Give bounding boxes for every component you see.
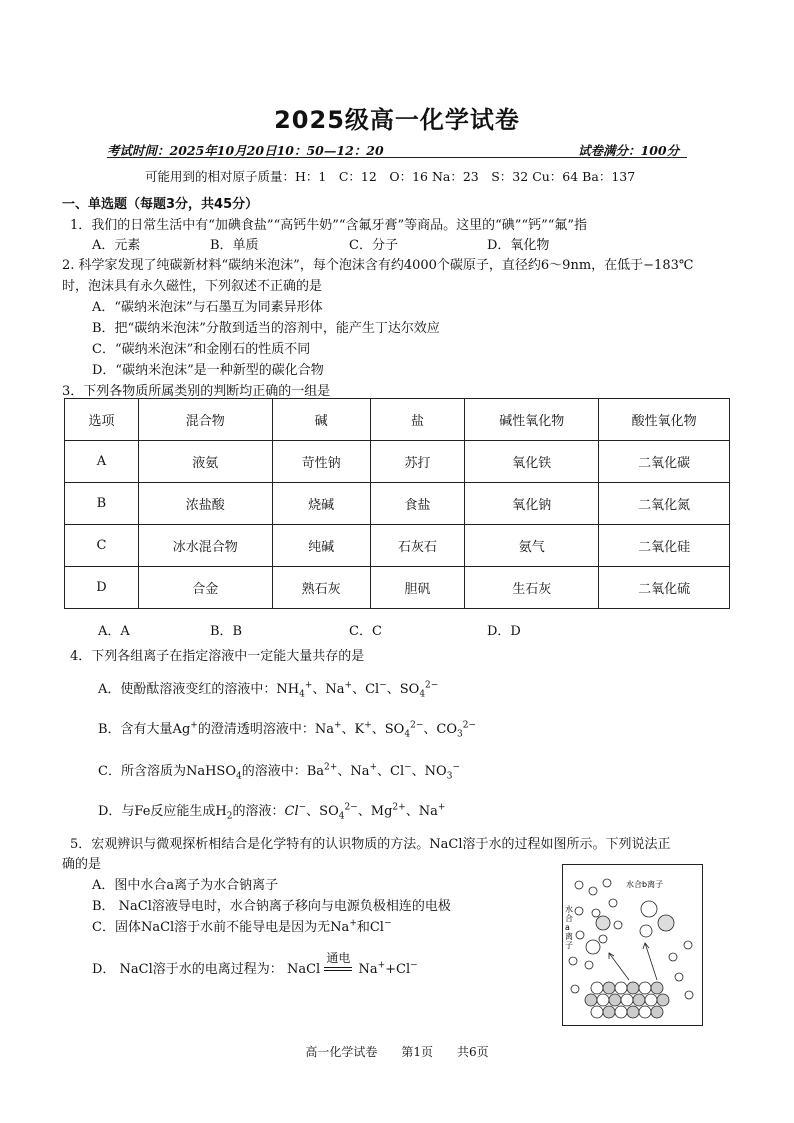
table-cell: 冰水混合物 [138,525,272,567]
table-header-cell: 选项 [65,399,139,441]
q2-option-c: C．“碳纳米泡沫”和金刚石的性质不同 [92,342,311,357]
q4-option-d-label: D．与Fe反应能生成H [98,804,227,819]
table-cell: 纯碱 [272,525,370,567]
q4-option-d-label2: 的溶液： [232,804,285,819]
full-score: 试卷满分：100分 [578,143,680,158]
section-heading: 一、单选题（每题3分，共45分） [62,197,259,212]
q5-option-a: A．图中水合a离子为水合钠离子 [92,878,279,893]
table-cell: 氧化钠 [465,483,599,525]
table-cell: 烧碱 [272,483,370,525]
table-row [65,567,730,609]
table-row [65,441,730,483]
q4-option-c-label2: 的溶液中： [241,764,307,779]
figure-label-b: 水合b离子 [626,880,664,889]
table-cell: 二氧化氮 [599,483,730,525]
nacl-dissolution-figure [562,864,703,1026]
figure-label-a-char: a [565,923,570,932]
q1-option-c: C．分子 [349,238,398,253]
q5-option-d: D． NaCl溶于水的电离过程为： NaCl 通电 Na++Cl− [92,950,418,977]
table-cell: 二氧化硅 [599,525,730,567]
q3-stem: 3．下列各物质所属类别的判断均正确的一组是 [62,384,331,399]
q2-option-d: D．“碳纳米泡沫”是一种新型的碳化合物 [92,363,324,378]
atomic-masses: 可能用到的相对原子质量：H：1 C：12 O：16 Na：23 S：32 Cu：64 Ba：137 [145,169,636,184]
table-cell: 二氧化碳 [599,441,730,483]
q5-option-c-label: C．固体NaCl溶于水前不能导电是因为无Na [92,920,350,935]
figure-label-a [565,904,573,950]
q4-option-b-label: B．含有大量Ag [98,722,191,737]
table-cell: 食盐 [370,483,465,525]
q3-option-b: B．B [210,624,243,639]
q4-option-c: C．所含溶质为NaHSO$_4$的溶液中：$Ba^{2+}$、Na+、Cl−、$NO_3^-$ [98,762,460,782]
q3-option-a: A．A [98,624,130,639]
table-header-row [65,399,730,441]
table-cell: 生石灰 [465,567,599,609]
header-divider [107,157,687,158]
q5-option-d-label: D． NaCl溶于水的电离过程为： [92,962,283,977]
exam-time: 考试时间：2025年10月20日10：50—12：20 [107,143,384,158]
table-cell: 氧化铁 [465,441,599,483]
q4-option-a: A．使酚酞溶液变红的溶液中：$NH_4^+$、Na+、Cl−、$SO_4^{2-}$ [98,680,439,700]
q1-option-d: D．氧化物 [487,238,550,253]
table-cell: 氨气 [465,525,599,567]
q4-stem: 4．下列各组离子在指定溶液中一定能大量共存的是 [70,649,365,664]
q4-option-a-label: A．使酚酞溶液变红的溶液中： [98,682,277,697]
table-header-cell: 碱性氧化物 [465,399,599,441]
q2-option-b: B．把“碳纳米泡沫”分散到适当的溶剂中，能产生丁达尔效应 [92,321,440,336]
table-cell: 二氧化硫 [599,567,730,609]
table-cell: B [65,483,139,525]
nacl-dissolution-diagram [563,865,702,1025]
figure-label-a-char: 离 [565,932,573,941]
q2-stem-line1: 2. 科学家发现了纯碳新材料“碳纳米泡沫”，每个泡沫含有约4000个碳原子，直径约6～9nm，在低于−183℃ [62,258,694,273]
q3-option-d: D．D [487,624,521,639]
q1-option-b: B．单质 [210,238,259,253]
table-cell: 苛性钠 [272,441,370,483]
page-title: 2025级高一化学试卷 [274,106,520,134]
table-cell: 胆矾 [370,567,465,609]
figure-label-a-char: 水 [565,905,573,914]
q4-option-c-label: C．所含溶质为NaHSO [98,764,236,779]
q2-stem-line2: 时，泡沫具有永久磁性，下列叙述不正确的是 [62,279,323,294]
table-cell: 液氨 [138,441,272,483]
table-cell: C [65,525,139,567]
q5-option-b: B． NaCl溶液导电时，水合钠离子移向与电源负极相连的电极 [92,899,451,914]
table-header-cell: 混合物 [138,399,272,441]
q1-stem: 1．我们的日常生活中有“加碘食盐”“高钙牛奶”“含氟牙膏”等商品。这里的“碘”“钙”“氟”指 [70,218,588,233]
electrolysis-equals [324,950,354,977]
table-header-cell: 碱 [272,399,370,441]
figure-label-a-char: 子 [565,941,573,950]
table-row [65,483,730,525]
q1-option-a: A．元素 [92,238,141,253]
q2-option-a: A．“碳纳米泡沫”与石墨互为同素异形体 [92,300,323,315]
q4-option-b: B．含有大量Ag+的澄清透明溶液中：Na+、K+、$SO_4^{2-}$、$CO_3^{2-}$ [98,720,476,740]
q4-option-b-label2: 的澄清透明溶液中： [197,722,315,737]
figure-label-a-char: 合 [565,914,573,923]
page-footer: 高一化学试卷 第1页 共6页 [305,1045,489,1059]
table-cell: 合金 [138,567,272,609]
q5-option-c: C．固体NaCl溶于水前不能导电是因为无Na+和Cl− [92,918,392,935]
table-header-cell: 盐 [370,399,465,441]
table-cell: 苏打 [370,441,465,483]
q3-option-c: C．C [349,624,382,639]
table-header-cell: 酸性氧化物 [599,399,730,441]
q4-option-d: D．与Fe反应能生成$H_2$的溶液：Cl−、$SO_4^{2-}$、$Mg^{2+}$、Na+ [98,802,446,822]
table-cell: 熟石灰 [272,567,370,609]
q5-stem-line1: 5．宏观辨识与微观探析相结合是化学特有的认识物质的方法。NaCl溶于水的过程如图所示。下列说法正 [70,837,671,852]
table-cell: D [65,567,139,609]
q3-classification-table [64,398,730,609]
table-row [65,525,730,567]
table-cell: 石灰石 [370,525,465,567]
q5-stem-line2: 确的是 [62,857,102,872]
table-cell: 浓盐酸 [138,483,272,525]
electrolysis-label: 通电 [326,950,351,965]
table-cell: A [65,441,139,483]
